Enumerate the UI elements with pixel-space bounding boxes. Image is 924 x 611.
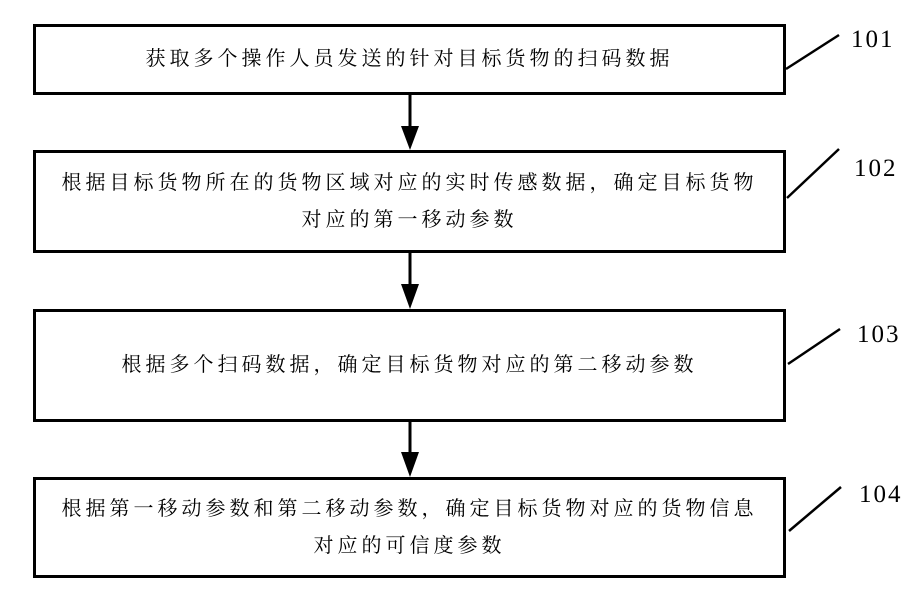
ref-label-102: 102 (854, 155, 898, 182)
ref-label-104: 104 (859, 481, 903, 508)
ref-label-103: 103 (857, 321, 901, 348)
step-text-104-line2: 对应的可信度参数 (313, 534, 506, 557)
step-box-103 (33, 309, 786, 422)
step-text-101-line1: 获取多个操作人员发送的针对目标货物的扫码数据 (145, 48, 674, 70)
ref-leader-101 (786, 35, 839, 69)
ref-leader-103 (788, 329, 840, 364)
step-text-104-line1: 根据第一移动参数和第二移动参数，确定目标货物对应的货物信息 (61, 497, 758, 520)
down-arrow-icon-3 (401, 422, 419, 477)
ref-leader-104 (789, 487, 841, 531)
down-arrow-icon-2 (401, 253, 419, 309)
ref-label-101: 101 (851, 26, 895, 53)
step-text-102-line1: 根据目标货物所在的货物区域对应的实时传感数据，确定目标货物 (61, 171, 758, 194)
step-text-103-line1: 根据多个扫码数据，确定目标货物对应的第二移动参数 (121, 354, 698, 376)
step-box-104 (33, 477, 786, 578)
step-box-101 (33, 24, 786, 95)
step-box-102 (33, 150, 786, 253)
step-text-102-line2: 对应的第一移动参数 (301, 208, 518, 231)
ref-leader-102 (787, 149, 839, 198)
down-arrow-icon-1 (401, 95, 419, 150)
